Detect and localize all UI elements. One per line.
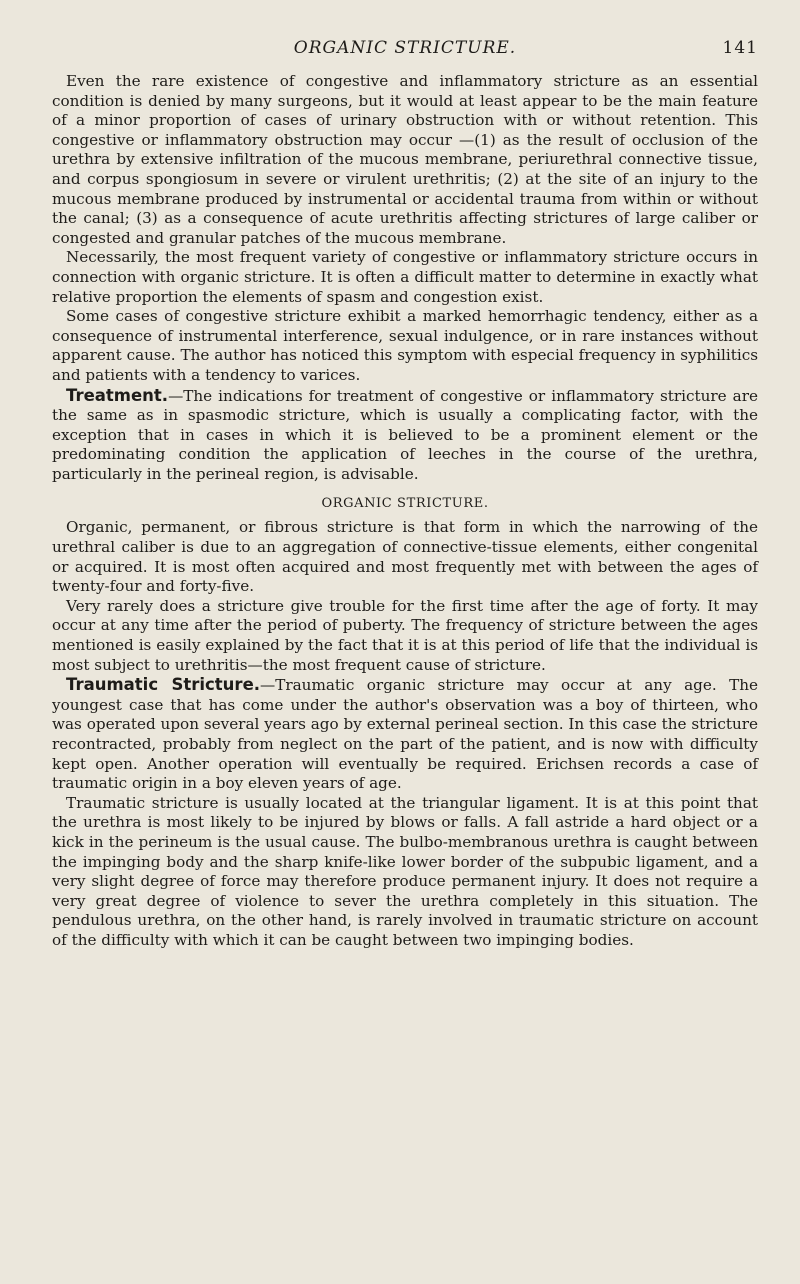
run-in-heading: Traumatic Stricture. [66, 675, 261, 695]
running-head [52, 38, 758, 72]
paragraph [52, 248, 758, 307]
run-in-heading: Treatment. [66, 385, 169, 405]
page-number: 141 [722, 38, 758, 58]
paragraph [52, 597, 758, 675]
paragraph [52, 386, 758, 485]
running-title: ORGANIC STRICTURE. [293, 38, 517, 58]
paragraph [52, 72, 758, 248]
body-text [52, 72, 758, 951]
paragraph-text: —The indications for treatment of congestive or inflammatory stricture are the same as in spasmodic stricture, which is usually a complicating factor, with the exception that in cases in which it is believed to be a prominent element or the predominating condition the application of leeches in the course of the urethra, particularly in the perineal region, is advisable. [52, 386, 758, 483]
paragraph [52, 794, 758, 951]
section-heading: ORGANIC STRICTURE. [321, 496, 489, 512]
paragraph-text: Even the rare existence of congestive and inflammatory stricture as an essential condition is denied by many surgeons, but it would at least appear to be the main feature of a minor proportion of cases of urinary obstruction with or without retention. This congestive or inflammatory obstruction may occur —(1) as the result of occlusion of the urethra by extensive infiltration of the mucous membrane, periurethral connective tissue, and corpus spongiosum in severe or virulent urethritis; (2) at the site of an injury to the mucous membrane produced by instrumental or accidental trauma from within or without the canal; (3) as a consequence of acute urethritis affecting strictures of large caliber or congested and granular patches of the mucous membrane. [52, 72, 758, 247]
paragraph-text: —Traumatic organic stricture may occur at any age. The youngest case that has come under the author's observation was a boy of thirteen, who was operated upon several years ago by external perineal section. In this case the stricture recontracted, probably from neglect on the part of the patient, and is now with difficulty kept open. Another operation will eventually be required. Erichsen records a case of traumatic origin in a boy eleven years of age. [52, 676, 759, 793]
paragraph-text: Necessarily, the most frequent variety of congestive or inflammatory stricture occurs in connection with organic stricture. It is often a difficult matter to determine in exactly what relative proportion the elements of spasm and congestion exist. [52, 248, 758, 306]
paragraph-text: Some cases of congestive stricture exhibit a marked hemorrhagic tendency, either as a consequence of instrumental interference, sexual indulgence, or in rare instances without apparent cause. The author has noticed this symptom with especial frequency in syphilitics and patients with a tendency to varices. [52, 307, 758, 384]
paragraph [52, 675, 758, 794]
paragraph-text: Traumatic stricture is usually located at the triangular ligament. It is at this point that the urethra is most likely to be injured by blows or falls. A fall astride a hard object or a kick in the perineum is the usual cause. The bulbo-membranous urethra is caught between the impinging body and the sharp knife-like lower border of the subpubic ligament, and a very slight degree of force may therefore produce permanent injury. It does not require a very great degree of violence to sever the urethra completely in this situation. The pendulous urethra, on the other hand, is rarely involved in traumatic stricture on account of the difficulty with which it can be caught between two impinging bodies. [52, 793, 758, 949]
paragraph-text: Organic, permanent, or fibrous stricture is that form in which the narrowing of the urethral caliber is due to an aggregation of connective-tissue elements, either congenital or acquired. It is most often acquired and most frequently met with between the ages of twenty-four and forty-five. [52, 518, 758, 596]
paragraph [52, 518, 758, 596]
paragraph-text: Very rarely does a stricture give trouble for the first time after the age of forty. It may occur at any time after the period of puberty. The frequency of stricture between the ages mentioned is easily explained by the fact that it is at this period of life that the individual is most subject to urethritis—the most frequent cause of stricture. [52, 596, 758, 674]
paragraph [52, 307, 758, 385]
